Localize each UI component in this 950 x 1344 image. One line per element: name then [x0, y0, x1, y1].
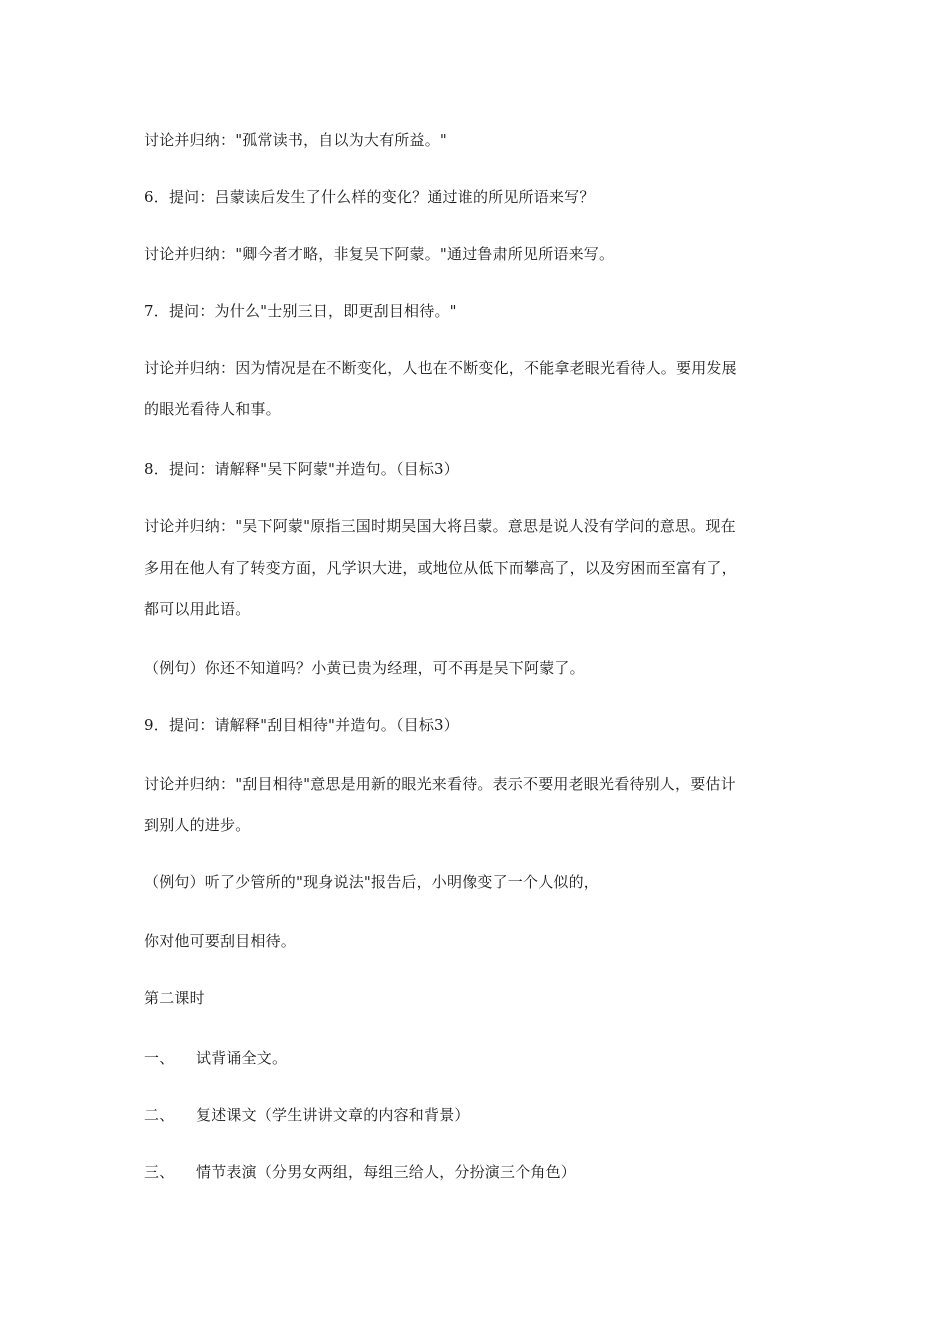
paragraph-line: 到别人的进步。	[144, 816, 251, 834]
paragraph-line: 多用在他人有了转变方面，凡学识大进，或地位从低下而攀高了，以及穷困而至富有了，	[144, 559, 737, 577]
paragraph-line: 讨论并归纳："孤常读书，自以为大有所益。"	[144, 131, 448, 149]
paragraph-line: 讨论并归纳："卿今者才略，非复吴下阿蒙。"通过鲁肃所见所语来写。	[144, 245, 615, 263]
question-8: 8．提问：请解释"吴下阿蒙"并造句。（目标3）	[144, 460, 459, 478]
paragraph-line: 讨论并归纳：因为情况是在不断变化，人也在不断变化，不能拿老眼光看待人。要用发展	[144, 359, 737, 377]
paragraph-line: 讨论并归纳："吴下阿蒙"原指三国时期吴国大将吕蒙。意思是说人没有学问的意思。现在	[144, 517, 736, 535]
list-item-number: 三、	[144, 1163, 175, 1181]
question-7: 7．提问：为什么"士别三日，即更刮目相待。"	[144, 302, 457, 320]
list-item	[144, 1162, 576, 1182]
list-item-number: 一、	[144, 1049, 175, 1067]
list-item-text: 试背诵全文。	[196, 1049, 288, 1067]
paragraph-line: 的眼光看待人和事。	[144, 400, 281, 418]
list-item	[144, 1105, 470, 1125]
list-item-number: 二、	[144, 1106, 175, 1124]
paragraph-line: 讨论并归纳："刮目相待"意思是用新的眼光来看待。表示不要用老眼光看待别人，要估计	[144, 775, 736, 793]
example-sentence: （例句）你还不知道吗？小黄已贵为经理，可不再是吴下阿蒙了。	[144, 659, 585, 677]
paragraph-line: 都可以用此语。	[144, 600, 251, 618]
question-6: 6．提问：吕蒙读后发生了什么样的变化？通过谁的所见所语来写？	[144, 188, 595, 206]
paragraph-line: 你对他可要刮目相待。	[144, 932, 297, 950]
list-item-text: 情节表演（分男女两组，每组三给人，分扮演三个角色）	[196, 1163, 577, 1181]
list-item-text: 复述课文（学生讲讲文章的内容和背景）	[196, 1106, 470, 1124]
example-sentence: （例句）听了少管所的"现身说法"报告后，小明像变了一个人似的，	[144, 873, 600, 891]
question-9: 9．提问：请解释"刮目相待"并造句。（目标3）	[144, 716, 459, 734]
list-item	[144, 1048, 287, 1068]
section-heading: 第二课时	[144, 989, 205, 1007]
